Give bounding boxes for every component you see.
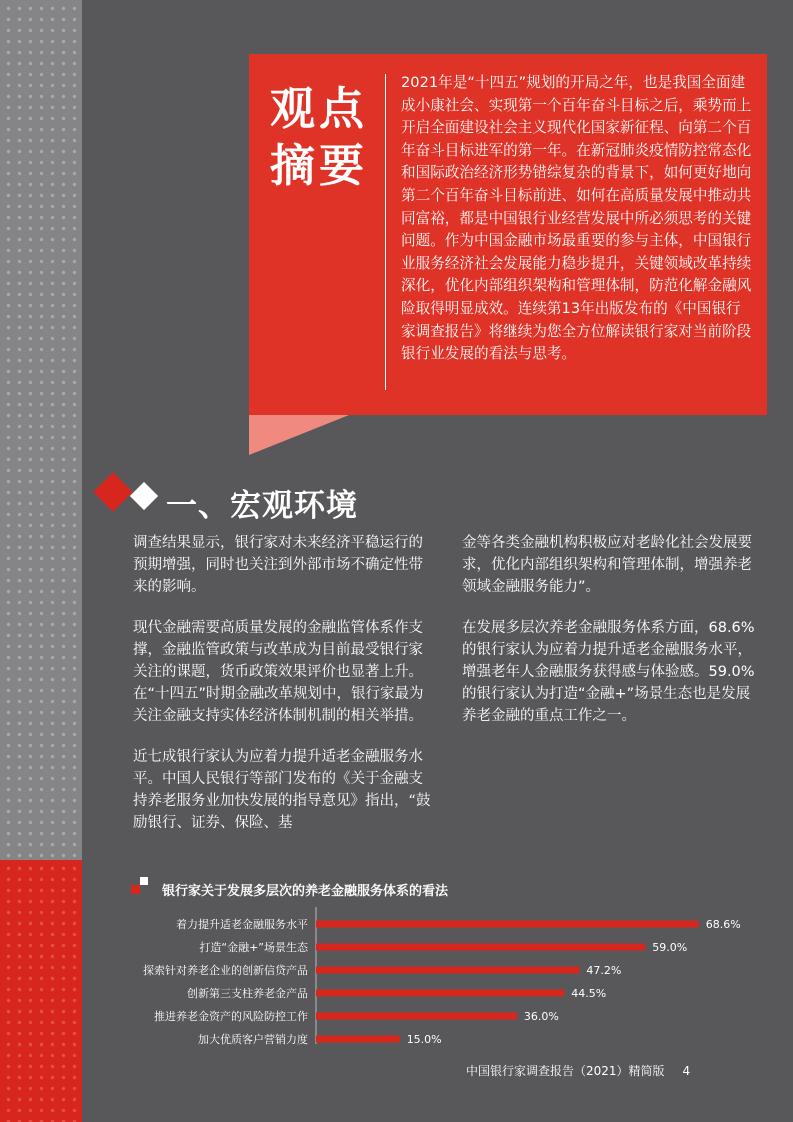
chart-title: 银行家关于发展多层次的养老金融服务体系的看法: [162, 884, 449, 899]
summary-heading-line1: 观点: [270, 82, 369, 135]
paragraph: 近七成银行家认为应着力提升适老金融服务水平。中国人民银行等部门发布的《关于金融支持养老服务业加快发展的指导意见》指出，“鼓励银行、证券、保险、基: [133, 748, 431, 832]
dotted-pattern-grey: [0, 0, 82, 860]
chart-bar: [316, 944, 645, 951]
chart-category-label: 着力提升适老金融服务水平: [176, 918, 308, 931]
body-column-left: [133, 532, 431, 852]
chart-category-label: 推进养老金资产的风险防控工作: [154, 1010, 308, 1023]
chart-category-label: 打造“金融+”场景生态: [199, 941, 308, 954]
paragraph: 调查结果显示，银行家对未来经济平稳运行的预期增强，同时也关注到外部市场不确定性带来的影响。: [133, 535, 423, 596]
chart-category-label: 探索针对养老企业的创新信贷产品: [143, 964, 308, 977]
paragraph: 金等各类金融机构积极应对老龄化社会发展要求，优化内部组织架构和管理体制，增强养老领域金融服务能力”。: [462, 535, 752, 596]
page-footer: [466, 1062, 690, 1079]
section-diamond-white-icon: [130, 482, 158, 510]
chart-bar: [316, 1013, 517, 1020]
summary-heading-line2: 摘要: [270, 139, 369, 192]
bar-chart: [0, 905, 793, 1045]
chart-category-label: 加大优质客户营销力度: [198, 1033, 308, 1045]
summary-heading: [270, 80, 370, 194]
chart-bar: [316, 990, 564, 997]
chart-bar: [316, 967, 579, 974]
chart-value-label: 15.0%: [406, 1033, 442, 1045]
chart-title-icon: [131, 877, 149, 895]
summary-box-fold: [249, 415, 349, 455]
section-title: 一、宏观环境: [166, 488, 358, 524]
chart-bar: [316, 1036, 400, 1043]
paragraph: 现代金融需要高质量发展的金融监管体系作支撑，金融监管政策与改革成为目前最受银行家关注的课题，货币政策效果评价也显著上升。在“十四五”时期金融改革规划中，银行家最为关注金融支持实体经济体制机制的相关举措。: [133, 619, 424, 725]
chart-value-label: 47.2%: [586, 964, 622, 977]
chart-value-label: 68.6%: [705, 918, 741, 931]
chart-value-label: 59.0%: [652, 941, 688, 954]
paragraph: 在发展多层次养老金融服务体系方面，68.6%的银行家认为应着力提升适老金融服务水平，增强老年人金融服务获得感与体验感。59.0%的银行家认为打造“金融+”场景生态也是发展养老金融的重点工作之一。: [462, 619, 755, 725]
chart-value-label: 36.0%: [523, 1010, 559, 1023]
summary-divider: [385, 74, 386, 390]
chart-bar: [316, 921, 699, 928]
body-column-right: [462, 532, 762, 746]
chart-value-label: 44.5%: [571, 987, 607, 1000]
summary-paragraph: 2021年是“十四五”规划的开局之年，也是我国全面建成小康社会、实现第一个百年奋斗目标之后，乘势而上开启全面建设社会主义现代化国家新征程、向第二个百年奋斗目标进军的第一年。在新冠肺炎疫情防控常态化和国际政治经济形势错综复杂的背景下，如何更好地向第二个百年奋斗目标前进、如何在高质量发展中推动共同富裕，都是中国银行业经营发展中所必须思考的关键问题。作为中国金融市场最重要的参与主体，中国银行业服务经济社会发展能力稳步提升，关键领域改革持续深化，优化内部组织架构和管理体制，防范化解金融风险取得明显成效。连续第13年出版发布的《中国银行家调查报告》将继续为您全方位解读银行家对当前阶段银行业发展的看法与思考。: [401, 74, 752, 363]
page-number: 4: [682, 1064, 691, 1078]
footer-report-name: 中国银行家调查报告（2021）精简版: [466, 1064, 665, 1078]
chart-category-label: 创新第三支柱养老金产品: [187, 987, 308, 1000]
section-diamond-red-icon: [93, 472, 133, 512]
